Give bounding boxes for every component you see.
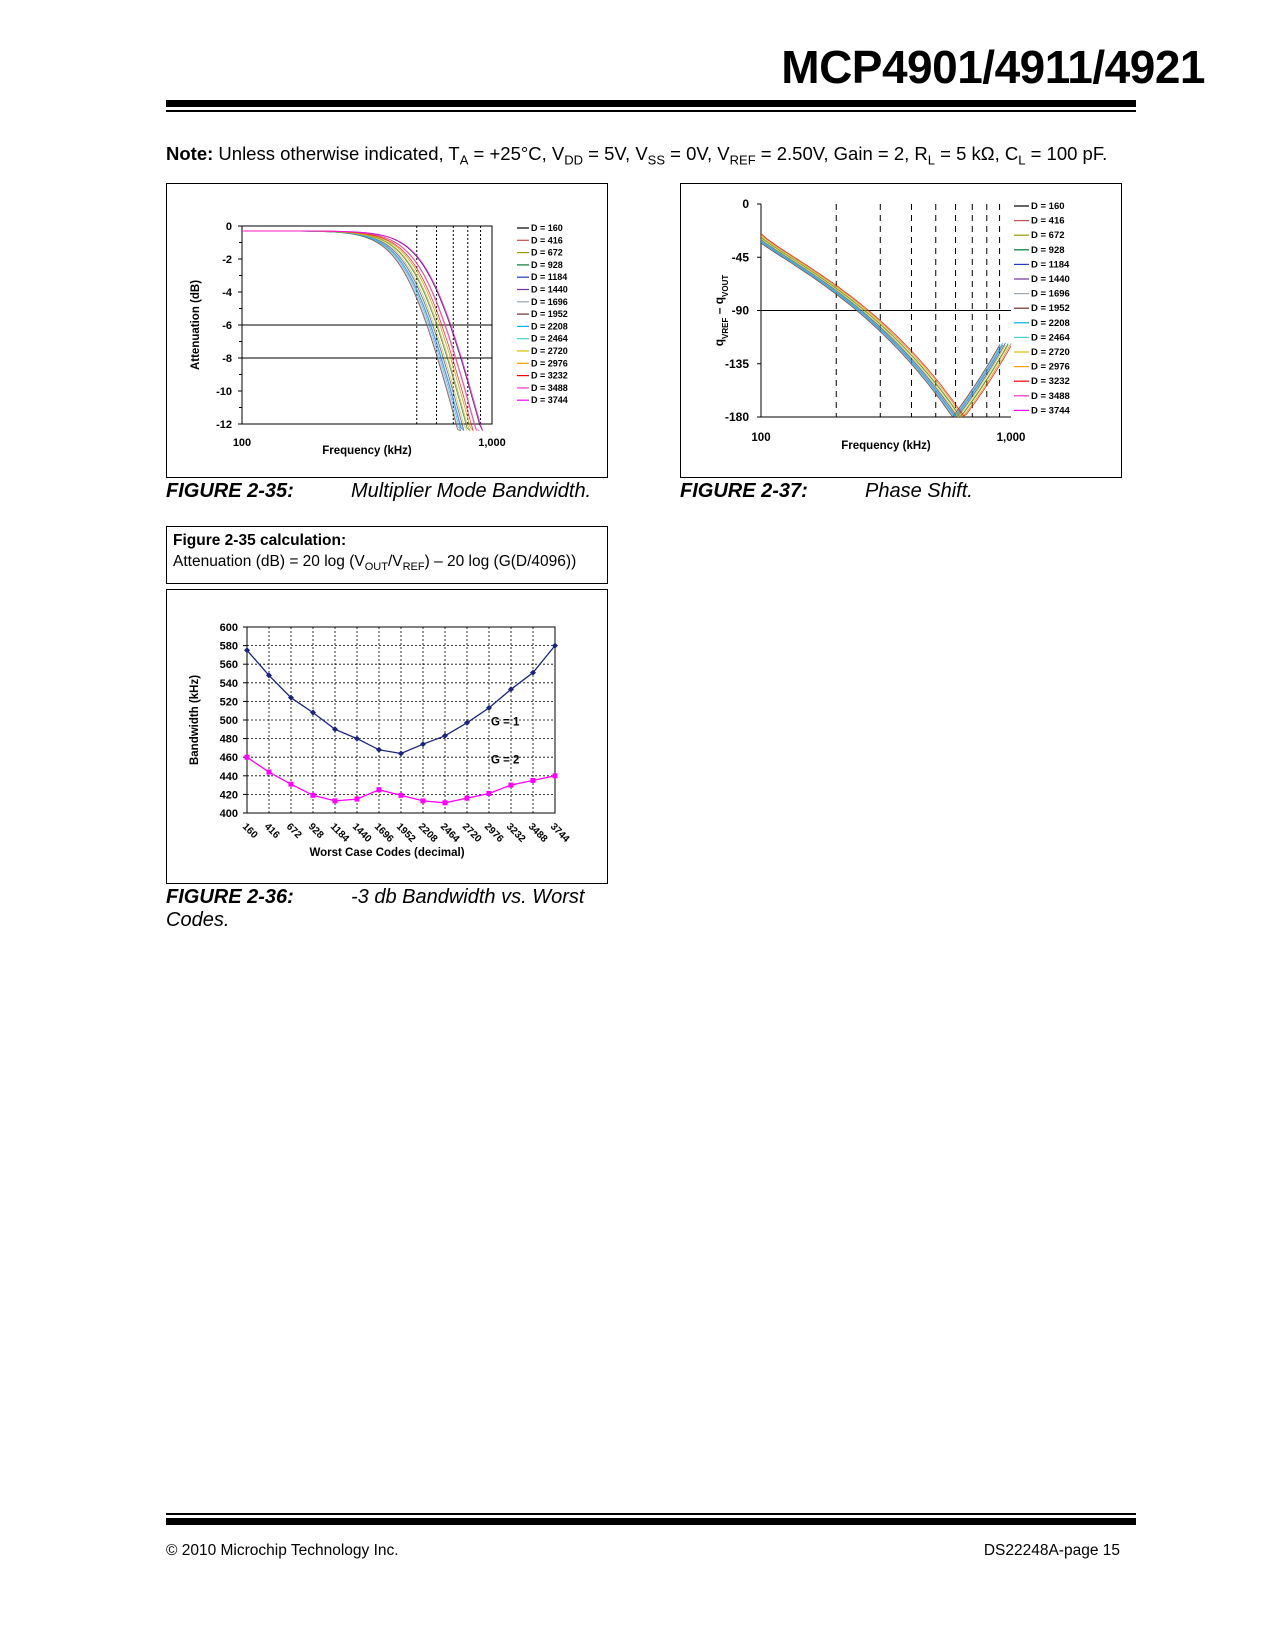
y-tick-label: 480 (219, 733, 238, 746)
legend-label: D = 416 (531, 235, 563, 246)
data-point (531, 778, 536, 783)
x-tick-label: 1,000 (478, 437, 506, 449)
legend-label: D = 416 (1031, 215, 1065, 227)
data-point (333, 798, 338, 803)
data-point (442, 733, 448, 739)
legend-label: D = 3744 (531, 395, 568, 406)
figure-2-35-caption (166, 480, 591, 503)
x-tick-label: 100 (751, 432, 771, 444)
x-tick-label: 1,000 (996, 432, 1026, 444)
y-axis-label: Bandwidth (kHz) (189, 674, 201, 766)
legend-label: D = 3232 (531, 370, 568, 381)
legend-label: D = 928 (531, 259, 563, 270)
x-axis-label: Frequency (kHz) (841, 440, 931, 452)
series-line (242, 231, 461, 431)
figure-2-36-caption (166, 886, 584, 932)
note-text: Unless otherwise indicated, T (213, 143, 460, 164)
data-point (311, 793, 316, 798)
legend-label: D = 1184 (1031, 259, 1070, 271)
page-title: MCP4901/4911/4921 (781, 41, 1205, 93)
x-axis-label: Frequency (kHz) (322, 445, 412, 457)
note-text: = 5 kΩ, C (935, 143, 1019, 164)
calculation-box (166, 526, 608, 584)
legend-label: D = 2720 (531, 346, 568, 356)
y-tick-label: 400 (219, 808, 238, 820)
x-tick-label: 2464 (437, 821, 462, 845)
legend-label: D = 1440 (531, 284, 568, 295)
y-tick-label: 600 (219, 622, 238, 634)
x-tick-label: 1440 (349, 821, 374, 845)
legend-label: D = 1952 (1031, 303, 1070, 315)
legend-label: D = 672 (1031, 230, 1065, 242)
y-axis-label: Attenuation (dB) (190, 279, 202, 371)
legend-label: D = 3488 (531, 382, 568, 393)
formula-text: /V (387, 553, 403, 570)
y-tick-label: 500 (219, 715, 238, 727)
conditions-note (166, 143, 1107, 168)
y-tick-label: 580 (219, 640, 238, 653)
caption-text: Phase Shift. (865, 480, 973, 502)
data-point (289, 782, 294, 787)
caption-text-line2: Codes. (166, 909, 230, 931)
legend-label: D = 3232 (1031, 376, 1070, 388)
data-point (377, 787, 382, 792)
x-tick-label: 928 (305, 821, 326, 841)
header-rule-thick (166, 100, 1136, 107)
x-tick-label: 2976 (481, 821, 506, 845)
legend-label: D = 160 (531, 223, 563, 233)
x-tick-label: 1696 (371, 821, 396, 845)
y-tick-label: -135 (724, 356, 749, 371)
y-tick-label: 0 (742, 197, 749, 211)
data-point (509, 783, 514, 788)
caption-number: FIGURE 2-35: (166, 480, 294, 502)
y-tick-label: 420 (219, 789, 238, 802)
note-sub: SS (647, 152, 666, 168)
note-sub: L (927, 152, 935, 168)
formula-sub: REF (402, 561, 425, 574)
legend-label: D = 2976 (1031, 361, 1070, 373)
x-tick-label: 2720 (459, 821, 484, 845)
legend-label: D = 2720 (1031, 347, 1070, 358)
footer-rule-thick (166, 1518, 1136, 1525)
y-tick-label: -2 (222, 254, 232, 266)
series-label: G = 1 (491, 716, 520, 729)
legend-label: D = 2976 (531, 358, 568, 369)
y-tick-label: 520 (219, 696, 238, 709)
note-text: = 0V, V (665, 143, 730, 164)
legend-label: D = 2208 (531, 321, 568, 332)
note-text: = 2.50V, Gain = 2, R (755, 143, 928, 164)
figure-2-35-chart (166, 183, 608, 478)
series-label: G = 2 (491, 754, 520, 767)
x-axis-label: Worst Case Codes (decimal) (309, 847, 465, 859)
legend-label: D = 1696 (531, 296, 568, 307)
data-point (245, 755, 250, 760)
x-tick-label: 672 (283, 821, 304, 841)
x-tick-label: 2208 (415, 821, 440, 845)
data-point (421, 798, 426, 803)
data-point (355, 797, 360, 802)
note-text: = 5V, V (583, 143, 648, 164)
data-point (465, 796, 470, 801)
note-sub: A (459, 152, 469, 168)
caption-number: FIGURE 2-37: (680, 480, 808, 502)
legend-label: D = 2464 (531, 333, 568, 344)
y-tick-label: 0 (225, 221, 232, 233)
phase-shift-chart-svg (681, 184, 1121, 477)
legend-label: D = 1952 (531, 309, 568, 320)
y-tick-label: -4 (222, 287, 232, 299)
bandwidth-chart-svg (167, 590, 607, 883)
y-axis-label: $q_{VREF} - q_{VOUT}$ (712, 274, 730, 347)
x-tick-label: 3488 (525, 821, 550, 845)
note-sub: REF (729, 152, 756, 168)
caption-text: Multiplier Mode Bandwidth. (351, 480, 592, 502)
footer-copyright: © 2010 Microchip Technology Inc. (166, 1542, 399, 1559)
legend-label: D = 672 (531, 247, 563, 258)
formula-text: Attenuation (dB) = 20 log (V (173, 553, 365, 570)
note-sub: L (1018, 152, 1026, 168)
note-sub: DD (564, 152, 584, 168)
data-point (398, 750, 404, 756)
data-point (399, 793, 404, 798)
attenuation-chart-svg (167, 184, 607, 477)
series-line (242, 231, 476, 431)
y-tick-label: 540 (219, 677, 238, 690)
legend-label: D = 1696 (1031, 288, 1070, 300)
x-tick-label: 416 (261, 821, 282, 841)
legend-label: D = 2208 (1031, 317, 1070, 329)
figure-2-37-caption (680, 480, 973, 503)
data-point (487, 791, 492, 796)
note-text: = +25°C, V (468, 143, 565, 164)
caption-text: -3 db Bandwidth vs. Worst (351, 886, 585, 908)
y-tick-label: 440 (219, 770, 238, 783)
data-point (376, 747, 382, 753)
figure-2-37-chart (680, 183, 1122, 478)
note-text: = 100 pF. (1025, 143, 1108, 164)
x-tick-label: 1184 (327, 821, 352, 845)
y-tick-label: 460 (219, 752, 238, 765)
header-rule-thin (166, 110, 1136, 112)
x-tick-label: 3232 (503, 821, 528, 845)
formula-sub: OUT (364, 561, 388, 574)
legend-label: D = 3488 (1031, 390, 1070, 402)
series-line (242, 231, 461, 431)
y-tick-label: -180 (724, 410, 749, 424)
legend-label: D = 2464 (1031, 332, 1070, 344)
footer-rule-thin (166, 1513, 1136, 1515)
note-label: Note: (166, 143, 214, 164)
legend-label: D = 3744 (1031, 405, 1070, 417)
y-tick-label: -8 (222, 353, 232, 365)
figure-2-36-chart (166, 589, 608, 884)
legend-label: D = 160 (1031, 201, 1065, 212)
y-tick-label: -90 (731, 303, 749, 318)
x-tick-label: 160 (239, 821, 260, 841)
y-tick-label: -10 (216, 386, 232, 398)
legend-label: D = 928 (1031, 244, 1065, 256)
caption-number: FIGURE 2-36: (166, 886, 294, 908)
formula-text: ) – 20 log (G(D/4096)) (424, 553, 577, 570)
x-tick-label: 3744 (547, 821, 572, 845)
data-point (354, 736, 360, 742)
data-point (420, 741, 426, 747)
calculation-formula (173, 553, 576, 573)
legend-label: D = 1440 (1031, 274, 1070, 285)
series-line (242, 231, 461, 431)
y-tick-label: -6 (222, 320, 232, 332)
x-tick-label: 1952 (393, 821, 418, 845)
footer-page-number: DS22248A-page 15 (983, 1542, 1120, 1559)
data-point (443, 800, 448, 805)
data-point (553, 773, 558, 778)
y-tick-label: -12 (216, 419, 232, 431)
y-tick-label: 560 (219, 659, 238, 672)
x-tick-label: 100 (232, 437, 252, 449)
data-point (267, 770, 272, 775)
calculation-heading: Figure 2-35 calculation: (173, 532, 347, 549)
y-tick-label: -45 (731, 250, 749, 265)
legend-label: D = 1184 (531, 272, 568, 283)
